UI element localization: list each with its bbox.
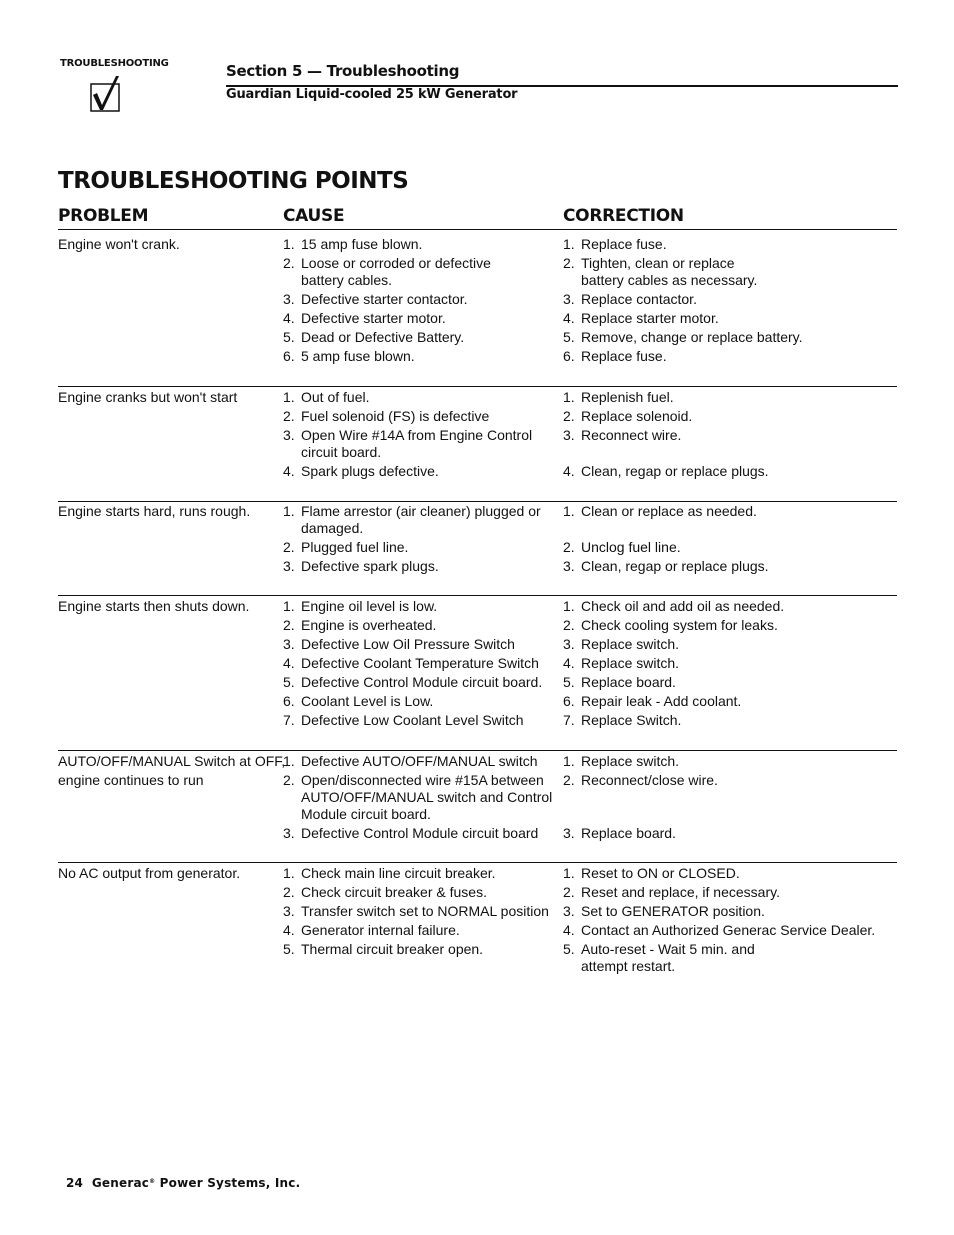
cause-item <box>283 922 603 939</box>
correction-item <box>563 712 883 729</box>
correction-item <box>563 903 883 920</box>
item-text: Out of fuel. <box>301 389 370 405</box>
item-number: 1. <box>563 598 575 614</box>
correction-item <box>563 503 883 520</box>
item-number: 1. <box>283 389 295 405</box>
cause-item <box>283 693 603 710</box>
item-number: 4. <box>283 310 295 326</box>
cause-item <box>283 772 603 823</box>
item-text: Defective Low Coolant Level Switch <box>301 712 524 728</box>
problem-text: Engine starts hard, runs rough. <box>58 503 251 519</box>
cause-item <box>283 427 603 461</box>
item-text: Replace fuse. <box>581 348 667 364</box>
item-text: Engine is overheated. <box>301 617 437 633</box>
cause-item <box>283 255 603 289</box>
item-number: 7. <box>563 712 575 728</box>
item-text: 5 amp fuse blown. <box>301 348 415 364</box>
column-header-correction: CORRECTION <box>563 206 684 226</box>
item-text: Defective Control Module circuit board. <box>301 674 543 690</box>
section-title: Section 5 — Troubleshooting <box>226 62 460 80</box>
correction-item <box>563 598 883 615</box>
correction-item <box>563 753 883 770</box>
item-text: Defective starter motor. <box>301 310 446 326</box>
item-text: Spark plugs defective. <box>301 463 439 479</box>
item-text: Defective spark plugs. <box>301 558 439 574</box>
item-text: Fuel solenoid (FS) is defective <box>301 408 490 424</box>
item-number: 5. <box>563 941 575 957</box>
column-header-cause: CAUSE <box>283 206 345 226</box>
item-text: Replace contactor. <box>581 291 697 307</box>
cause-item <box>283 348 603 365</box>
item-text: Engine oil level is low. <box>301 598 438 614</box>
item-text: Reconnect wire. <box>581 427 682 443</box>
correction-item <box>563 825 883 842</box>
cause-item <box>283 753 603 770</box>
correction-item <box>563 772 883 789</box>
item-number: 6. <box>283 348 295 364</box>
item-number: 5. <box>563 674 575 690</box>
item-number: 7. <box>283 712 295 728</box>
item-number: 1. <box>563 236 575 252</box>
problem-text: No AC output from generator. <box>58 865 241 881</box>
cause-item <box>283 236 603 253</box>
item-text: Coolant Level is Low. <box>301 693 434 709</box>
cause-item <box>283 539 603 556</box>
item-number: 2. <box>283 617 295 633</box>
item-number: 4. <box>563 922 575 938</box>
item-number: 4. <box>563 655 575 671</box>
item-number: 1. <box>563 389 575 405</box>
row-divider <box>58 862 897 863</box>
cause-item <box>283 884 603 901</box>
cause-item <box>283 825 603 842</box>
item-number: 2. <box>563 408 575 424</box>
item-text: Replace switch. <box>581 636 680 652</box>
cause-item <box>283 865 603 882</box>
row-divider <box>58 501 897 502</box>
item-text: Reset and replace, if necessary. <box>581 884 780 900</box>
item-number: 3. <box>563 558 575 574</box>
item-number: 3. <box>563 825 575 841</box>
correction-item <box>563 636 883 653</box>
correction-item <box>563 427 883 444</box>
item-text: Plugged fuel line. <box>301 539 409 555</box>
correction-item <box>563 674 883 691</box>
item-text: Check main line circuit breaker. <box>301 865 496 881</box>
cause-item <box>283 903 603 920</box>
cause-item <box>283 389 603 406</box>
item-number: 1. <box>283 598 295 614</box>
correction-item <box>563 389 883 406</box>
item-text: Module circuit board. <box>301 806 431 822</box>
item-text: Loose or corroded or defective <box>301 255 491 271</box>
item-number: 3. <box>563 903 575 919</box>
item-text: battery cables. <box>301 272 393 288</box>
item-number: 3. <box>283 558 295 574</box>
item-text: Check oil and add oil as needed. <box>581 598 785 614</box>
item-text: Replace switch. <box>581 655 680 671</box>
item-text: attempt restart. <box>581 958 676 974</box>
item-number: 4. <box>563 463 575 479</box>
item-text: AUTO/OFF/MANUAL switch and Control <box>301 789 553 805</box>
correction-item <box>563 408 883 425</box>
problem-text: Engine starts then shuts down. <box>58 598 250 614</box>
row-divider <box>58 595 897 596</box>
cause-item <box>283 636 603 653</box>
table-header-rule <box>58 229 897 230</box>
page-title: TROUBLESHOOTING POINTS <box>58 168 409 194</box>
cause-item <box>283 617 603 634</box>
item-text: Thermal circuit breaker open. <box>301 941 484 957</box>
cause-item <box>283 655 603 672</box>
item-text: Defective Coolant Temperature Switch <box>301 655 539 671</box>
item-number: 1. <box>283 865 295 881</box>
item-number: 1. <box>283 753 295 769</box>
item-number: 2. <box>283 884 295 900</box>
item-text: Tighten, clean or replace <box>581 255 735 271</box>
item-text: Unclog fuel line. <box>581 539 681 555</box>
problem-text: AUTO/OFF/MANUAL Switch at OFF, <box>58 753 286 769</box>
correction-item <box>563 655 883 672</box>
correction-item <box>563 539 883 556</box>
item-text: Contact an Authorized Generac Service Dealer. <box>581 922 876 938</box>
item-number: 4. <box>283 463 295 479</box>
item-text: Repair leak - Add coolant. <box>581 693 742 709</box>
correction-item <box>563 255 883 289</box>
cause-item <box>283 941 603 958</box>
cause-item <box>283 310 603 327</box>
problem-text: Engine cranks but won't start <box>58 389 238 405</box>
item-text: Check circuit breaker & fuses. <box>301 884 487 900</box>
item-text: Replace board. <box>581 674 676 690</box>
item-text: Clean, regap or replace plugs. <box>581 463 769 479</box>
problem-text: Engine won't crank. <box>58 236 180 252</box>
company-name: Generac® Power Systems, Inc. <box>91 1176 301 1190</box>
item-text: circuit board. <box>301 444 382 460</box>
item-text: battery cables as necessary. <box>581 272 758 288</box>
checkmark-box-icon <box>90 74 120 112</box>
item-text: Generator internal failure. <box>301 922 460 938</box>
item-text: Defective Low Oil Pressure Switch <box>301 636 515 652</box>
item-number: 5. <box>563 329 575 345</box>
item-number: 1. <box>563 753 575 769</box>
correction-item <box>563 617 883 634</box>
item-number: 3. <box>563 427 575 443</box>
item-number: 1. <box>563 503 575 519</box>
cause-item <box>283 408 603 425</box>
item-text: Defective Control Module circuit board <box>301 825 539 841</box>
item-text: Replace fuse. <box>581 236 667 252</box>
item-text: Check cooling system for leaks. <box>581 617 778 633</box>
cause-item <box>283 674 603 691</box>
item-number: 5. <box>283 941 295 957</box>
problem-text: engine continues to run <box>58 772 204 788</box>
item-number: 2. <box>283 539 295 555</box>
item-text: Defective AUTO/OFF/MANUAL switch <box>301 753 538 769</box>
correction-item <box>563 463 883 480</box>
item-number: 6. <box>283 693 295 709</box>
item-number: 3. <box>283 427 295 443</box>
item-number: 3. <box>283 636 295 652</box>
item-number: 6. <box>563 348 575 364</box>
item-text: Dead or Defective Battery. <box>301 329 465 345</box>
item-text: Remove, change or replace battery. <box>581 329 803 345</box>
item-text: Replace switch. <box>581 753 680 769</box>
item-text: Clean or replace as needed. <box>581 503 757 519</box>
correction-item <box>563 236 883 253</box>
item-text: Replace Switch. <box>581 712 682 728</box>
item-number: 2. <box>283 255 295 271</box>
cause-item <box>283 712 603 729</box>
cause-item <box>283 329 603 346</box>
item-number: 1. <box>283 503 295 519</box>
footer <box>66 1176 300 1190</box>
item-number: 6. <box>563 693 575 709</box>
item-text: Auto-reset - Wait 5 min. and <box>581 941 755 957</box>
item-text: damaged. <box>301 520 364 536</box>
item-text: Transfer switch set to NORMAL position <box>301 903 549 919</box>
item-number: 3. <box>283 903 295 919</box>
item-number: 4. <box>563 310 575 326</box>
item-number: 1. <box>283 236 295 252</box>
item-number: 3. <box>563 291 575 307</box>
correction-item <box>563 941 883 975</box>
item-text: Reconnect/close wire. <box>581 772 718 788</box>
item-text: Defective starter contactor. <box>301 291 468 307</box>
correction-item <box>563 291 883 308</box>
item-text: Replace solenoid. <box>581 408 693 424</box>
item-text: Open/disconnected wire #15A between <box>301 772 544 788</box>
item-number: 4. <box>283 655 295 671</box>
correction-item <box>563 348 883 365</box>
row-divider <box>58 386 897 387</box>
item-number: 2. <box>563 772 575 788</box>
item-number: 4. <box>283 922 295 938</box>
item-text: Set to GENERATOR position. <box>581 903 765 919</box>
item-number: 2. <box>563 884 575 900</box>
item-number: 3. <box>283 291 295 307</box>
item-number: 2. <box>563 617 575 633</box>
item-text: Flame arrestor (air cleaner) plugged or <box>301 503 541 519</box>
cause-item <box>283 503 603 537</box>
cause-item <box>283 463 603 480</box>
correction-item <box>563 329 883 346</box>
column-header-problem: PROBLEM <box>58 206 149 226</box>
cause-item <box>283 558 603 575</box>
correction-item <box>563 310 883 327</box>
correction-item <box>563 922 883 939</box>
item-text: Replace starter motor. <box>581 310 719 326</box>
item-text: Reset to ON or CLOSED. <box>581 865 740 881</box>
item-number: 2. <box>283 772 295 788</box>
cause-item <box>283 291 603 308</box>
item-text: Open Wire #14A from Engine Control <box>301 427 533 443</box>
item-number: 1. <box>563 865 575 881</box>
item-number: 3. <box>283 825 295 841</box>
item-number: 5. <box>283 674 295 690</box>
item-number: 5. <box>283 329 295 345</box>
item-number: 3. <box>563 636 575 652</box>
item-number: 2. <box>283 408 295 424</box>
page-number: 24 <box>66 1176 84 1190</box>
correction-item <box>563 884 883 901</box>
section-subtitle: Guardian Liquid-cooled 25 kW Generator <box>226 87 518 102</box>
row-divider <box>58 750 897 751</box>
item-text: Clean, regap or replace plugs. <box>581 558 769 574</box>
item-text: 15 amp fuse blown. <box>301 236 423 252</box>
section-tag: TROUBLESHOOTING <box>60 58 169 69</box>
correction-item <box>563 865 883 882</box>
item-text: Replace board. <box>581 825 676 841</box>
correction-item <box>563 558 883 575</box>
item-number: 2. <box>563 539 575 555</box>
item-number: 2. <box>563 255 575 271</box>
correction-item <box>563 693 883 710</box>
item-text: Replenish fuel. <box>581 389 674 405</box>
cause-item <box>283 598 603 615</box>
